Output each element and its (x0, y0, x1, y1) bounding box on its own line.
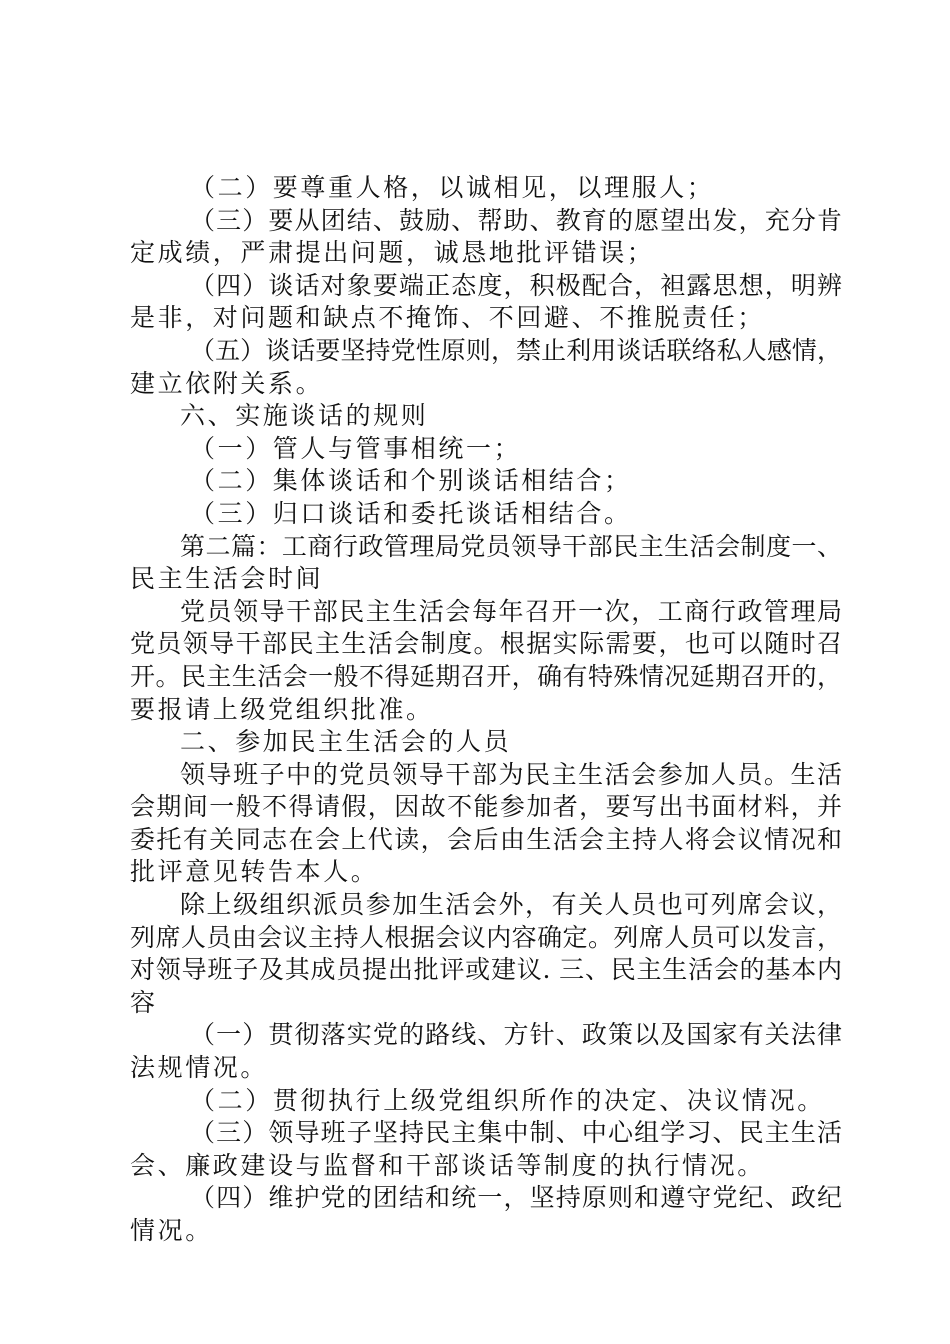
text-line: 党员领导干部民主生活会制度。根据实际需要，也可以随时召 (130, 629, 842, 659)
text-line: 党员领导干部民主生活会每年召开一次，工商行政管理局 (180, 596, 842, 626)
text-line: 对领导班子及其成员提出批评或建议. 三、民主生活会的基本内 (130, 955, 842, 985)
text-line: 情况。 (130, 1216, 213, 1245)
text-line: 是非，对问题和缺点不掩饰、不回避、不推脱责任； (130, 303, 765, 333)
text-line: （三）归口谈话和委托谈话相结合。 (190, 498, 632, 528)
text-line: （一）贯彻落实党的路线、方针、政策以及国家有关法律 (190, 1020, 842, 1050)
chapter-heading: 民主生活会时间 (130, 564, 324, 594)
text-line: 批评意见转告本人。 (130, 857, 379, 887)
text-line: 会、廉政建设与监督和干部谈话等制度的执行情况。 (130, 1150, 765, 1180)
chapter-heading: 第二篇：工商行政管理局党员领导干部民主生活会制度一、 (180, 531, 842, 561)
text-line: 除上级组织派员参加生活会外，有关人员也可列席会议， (180, 890, 842, 920)
text-line: 要报请上级党组织批准。 (130, 694, 434, 724)
text-line: （四）维护党的团结和统一，坚持原则和遵守党纪、政纪 (190, 1183, 842, 1213)
text-line: 定成绩，严肃提出问题，诚恳地批评错误； (130, 238, 655, 268)
text-line: （四）谈话对象要端正态度，积极配合，袒露思想，明辨 (190, 270, 842, 300)
section-heading: 六、实施谈话的规则 (180, 401, 429, 431)
text-line: （二）贯彻执行上级党组织所作的决定、决议情况。 (190, 1085, 825, 1115)
text-line: 会期间一般不得请假，因故不能参加者，要写出书面材料，并 (130, 792, 842, 822)
text-line: 容 (130, 987, 158, 1017)
text-line: 开。民主生活会一般不得延期召开，确有特殊情况延期召开的， (130, 661, 842, 691)
text-line: 领导班子中的党员领导干部为民主生活会参加人员。生活 (180, 759, 842, 789)
text-line: （五）谈话要坚持党性原则，禁止利用谈话联络私人感情， (190, 335, 842, 365)
text-line: 列席人员由会议主持人根据会议内容确定。列席人员可以发言， (130, 922, 842, 952)
text-line: （二）要尊重人格，以诚相见，以理服人； (190, 173, 715, 202)
text-line: （三）领导班子坚持民主集中制、中心组学习、民主生活 (190, 1118, 842, 1148)
text-line: 法规情况。 (130, 1053, 269, 1083)
text-line: 建立依附关系。 (130, 368, 324, 398)
text-line: （二）集体谈话和个别谈话相结合； (190, 466, 632, 496)
section-heading: 二、参加民主生活会的人员 (180, 727, 512, 757)
text-line: （三）要从团结、鼓励、帮助、教育的愿望出发，充分肯 (190, 205, 842, 235)
text-line: （一）管人与管事相统一； (190, 433, 522, 463)
document-body (130, 172, 842, 1248)
text-line: 委托有关同志在会上代读，会后由生活会主持人将会议情况和 (130, 824, 842, 854)
